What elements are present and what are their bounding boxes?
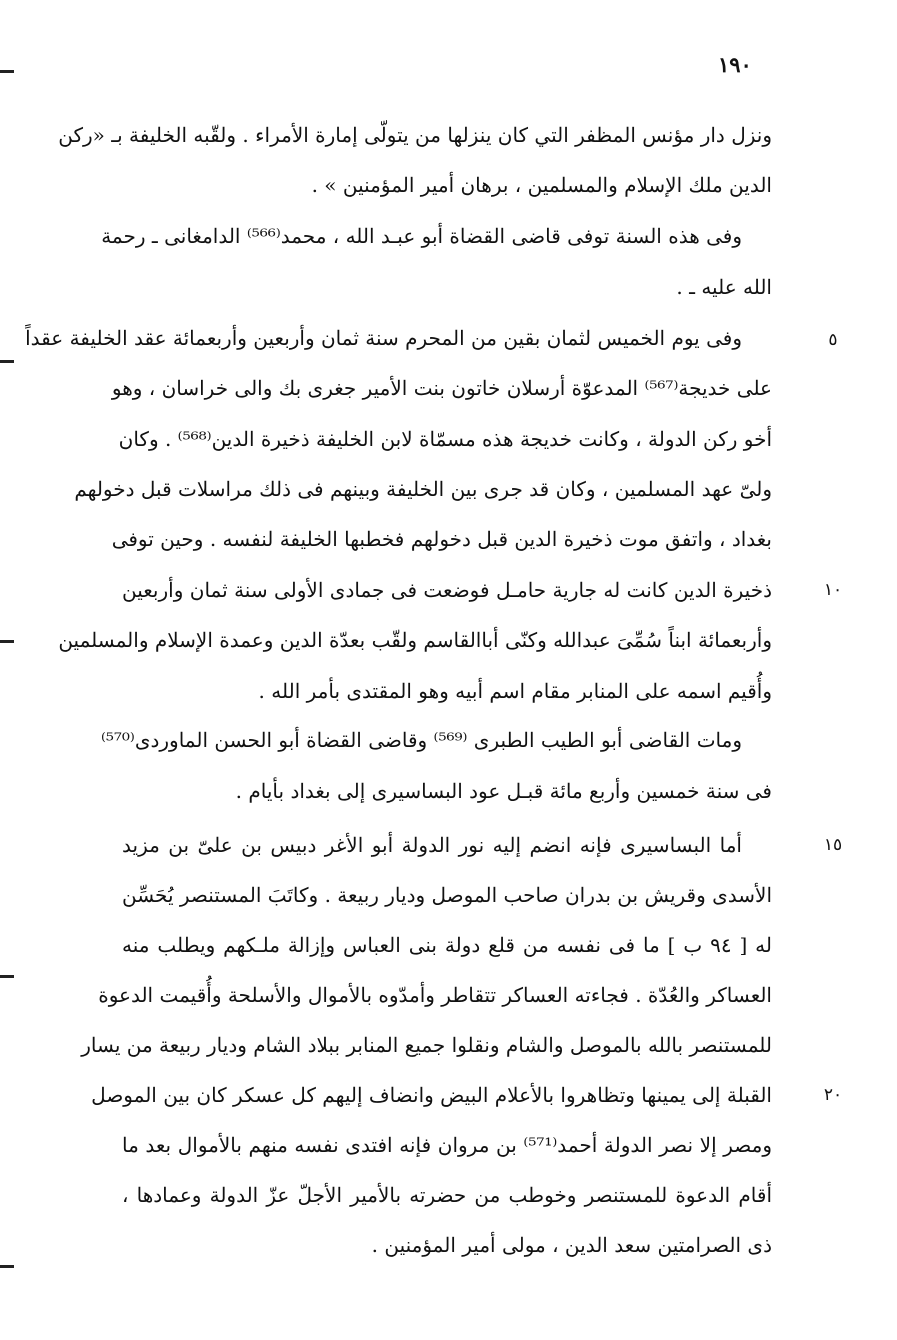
edge-mark — [0, 640, 14, 643]
text-line: وفى هذه السنة توفى قاضى القضاة أبو عبـد الله ، محمد⁽⁵⁶⁶⁾ الدامغانى ـ رحمة — [101, 224, 742, 248]
edge-mark — [0, 975, 14, 978]
edge-mark — [0, 360, 14, 363]
text-line: الله عليه ـ . — [676, 275, 772, 299]
text-line: ومات القاضى أبو الطيب الطبرى ⁽⁵⁶⁹⁾ وقاضى القضاة أبو الحسن الماوردى⁽⁵⁷⁰⁾ — [100, 728, 742, 752]
text-line: وفى يوم الخميس لثمان بقين من المحرم سنة ثمان وأربعين وأربعمائة عقد الخليفة عقداً — [25, 326, 742, 350]
text-line: ونزل دار مؤنس المظفر التي كان ينزلها من يتولّى إمارة الأمراء . ولقّبه الخليفة بـ «ركن — [58, 123, 772, 147]
text-line: الأسدى وقريش بن بدران صاحب الموصل وديار ربيعة . وكاتَبَ المستنصر يُحَسِّن — [121, 883, 772, 907]
line-number: ١٠ — [823, 580, 843, 600]
text-line: العساكر والعُدّة . فجاءته العساكر تتقاطر وأمدّوه بالأموال والأسلحة وأُقيمت الدعوة — [98, 983, 772, 1007]
text-line: أما البساسيرى فإنه انضم إليه نور الدولة أبو الأغر دبيس بن علىّ بن مزيد — [122, 833, 742, 857]
line-number: ١٥ — [823, 835, 843, 855]
text-line: ذخيرة الدين كانت له جارية حامـل فوضعت فى جمادى الأولى سنة ثمان وأربعين — [122, 578, 772, 602]
text-line: أخو ركن الدولة ، وكانت خديجة هذه مسمّاة لابن الخليفة ذخيرة الدين⁽⁵⁶⁸⁾ . وكان — [118, 427, 772, 451]
text-line: الدين ملك الإسلام والمسلمين ، برهان أمير المؤمنين » . — [311, 173, 772, 197]
text-line: له [ ٩٤ ب ] ما فى نفسه من قلع دولة بنى العباس وإزالة ملـكهم ويطلب منه — [122, 933, 772, 957]
text-line: للمستنصر بالله بالموصل والشام ونقلوا جميع المنابر ببلاد الشام وديار ربيعة من يسار — [81, 1033, 772, 1057]
text-line: القبلة إلى يمينها وتظاهروا بالأعلام البيض وانضاف إليهم كل عسكر كان بين الموصل — [91, 1083, 772, 1107]
text-line: ومصر إلا نصر الدولة أحمد⁽⁵⁷¹⁾ بن مروان فإنه افتدى نفسه منهم بالأموال بعد ما — [122, 1133, 772, 1157]
text-line: وأربعمائة ابناً سُمِّىَ عبدالله وكنّى أباالقاسم ولقّب بعدّة الدين وعمدة الإسلام والمسلمين — [58, 628, 772, 652]
edge-mark — [0, 1265, 14, 1268]
line-number: ٥ — [828, 330, 838, 350]
text-line: أقام الدعوة للمستنصر وخوطب من حضرته بالأمير الأجلّ عزّ الدولة وعمادها ، — [122, 1183, 772, 1207]
text-line: ذى الصرامتين سعد الدين ، مولى أمير المؤمنين . — [371, 1233, 772, 1257]
text-line: وأُقيم اسمه على المنابر مقام اسم أبيه وهو المقتدى بأمر الله . — [258, 679, 772, 703]
edge-mark — [0, 70, 14, 73]
line-number: ٢٠ — [823, 1085, 843, 1105]
text-line: بغداد ، واتفق موت ذخيرة الدين قبل دخولهم فخطبها الخليفة لنفسه . وحين توفى — [111, 527, 772, 551]
text-line: فى سنة خمسين وأربع مائة قبـل عود البساسيرى إلى بغداد بأيام . — [235, 779, 772, 803]
text-line: على خديجة⁽⁵⁶⁷⁾ المدعوّة أرسلان خاتون بنت الأمير جغرى بك والى خراسان ، وهو — [111, 376, 772, 400]
text-line: ولىّ عهد المسلمين ، وكان قد جرى بين الخليفة وبينهم فى ذلك مراسلات قبل دخولهم — [74, 477, 772, 501]
page-number: ١٩٠ — [718, 52, 752, 77]
